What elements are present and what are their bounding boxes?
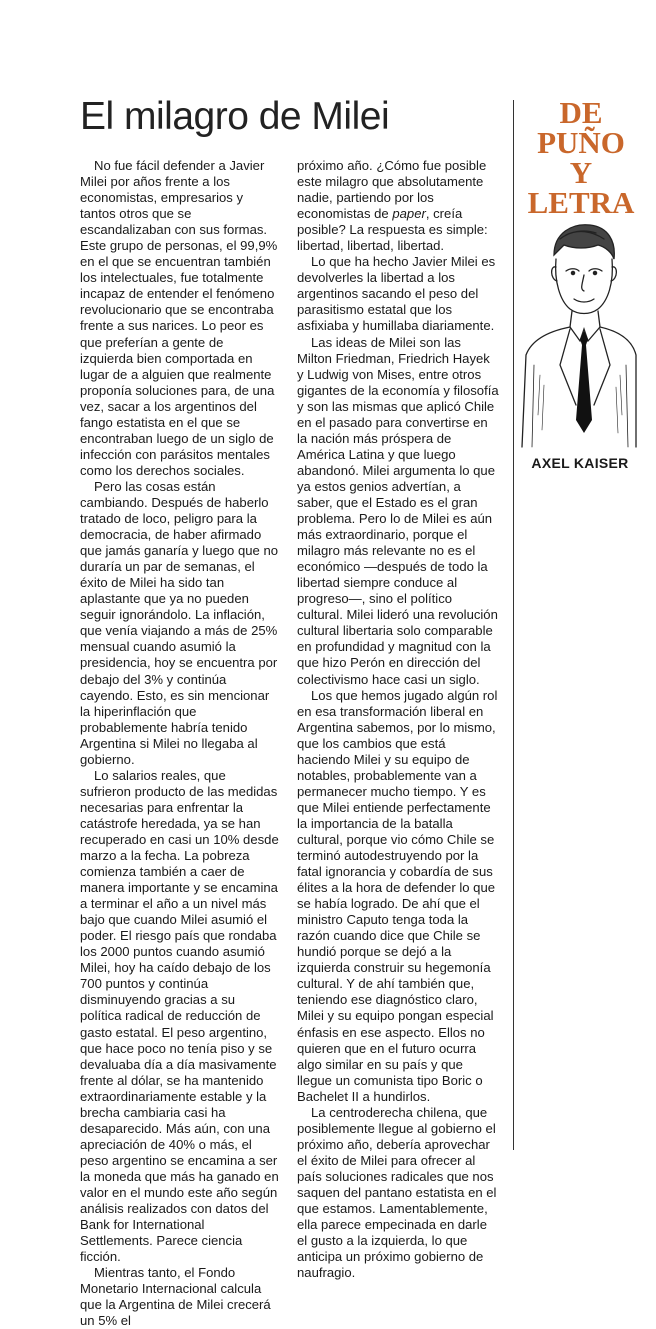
section-line: Y <box>569 155 593 190</box>
paragraph: La centroderecha chilena, que posiblemente llegue al gobierno el próximo año, debería aprovechar el éxito de Milei para ofrecer al país soluciones radicales que nos saquen del pantano estatista en el que estamos. Lamentablemente, ella parece empecinada en darle el gusto a la izquierda, lo que anticipa un próximo gobierno de naufragio. <box>297 1104 497 1281</box>
paragraph: Los que hemos jugado algún rol en esa transformación liberal en Argentina sabemos, por lo mismo, que los cambios que está haciendo Milei y su equipo de notables, probablemente van a permanecer mucho tiempo. Y es que Milei entiende perfectamente la importancia de la batalla cultural, porque vio cómo Chile se terminó autodestruyendo por la fatal ignorancia y cobardía de sus élites a la hora de defender lo que se había logrado. De ahí que el ministro Caputo tenga toda la razón cuando dice que Chile se hundió porque se dejó a la izquierda construir su hegemonía cultural. Y de ahí también que, teniendo ese diagnóstico claro, Milei y su equipo pongan especial énfasis en ese aspecto. Ellos no quieren que en el futuro ocurra algo similar en su país y que llegue un comunista tipo Boric o Bachelet II a hundirlos. <box>297 687 498 1104</box>
column-divider <box>513 100 514 1150</box>
paragraph: No fue fácil defender a Javier Milei por años frente a los economistas, empresarios y tantos otros que se escandalizaban con sus formas. Este grupo de personas, el 99,9% en el que se encuentran también los intelectuales, fue totalmente incapaz de entender el fenómeno revolucionario que se encontraba frente a sus narices. Lo peor es que preferían a gente de izquierda bien comportada en lugar de a alguien que realmente proponía soluciones para, de una vez, sacar a los argentinos del fango estatista en el que se encontraban luego de un siglo de infección con parásitos mentales como los derechos sociales. <box>80 158 278 478</box>
paragraph: Mientras tanto, el Fondo Monetario Internacional calcula que la Argentina de Milei crecerá un 5% el <box>80 1265 271 1329</box>
paragraph <box>297 158 499 254</box>
paragraph-part: próximo año. ¿Cómo fue posible este milagro que absolutamente nadie, partiendo por los economistas de <box>297 158 487 222</box>
paragraph: Lo salarios reales, que sufrieron producto de las medidas necesarias para enfrentar la catástrofe heredada, ya se han recuperado en casi un 10% desde marzo a la fecha. La pobreza comienza también a caer de manera importante y se encamina a terminar el año a un nivel más bajo que cuando Milei asumió el poder. El riesgo país que rondaba los 2000 puntos cuando asumió Milei, hoy ha caído debajo de los 700 puntos y continúa disminuyendo gracias a su política radical de reducción de gasto estatal. El peso argentino, que hace poco no tenía piso y se devaluaba día a día masivamente frente al dólar, se ha mantenido extraordinariamente estable y la brecha cambiaria casi ha desaparecido. Más aún, con una apreciación de 40% o más, el peso argentino se encamina a ser la moneda que más ha ganado en valor en el mundo este año según análisis realizados con datos del Bank for International Settlements. Parece ciencia ficción. <box>80 767 279 1265</box>
section-line: PUÑO <box>537 125 625 160</box>
article-title: El milagro de Milei <box>80 95 390 138</box>
paragraph: Lo que ha hecho Javier Milei es devolverles la libertad a los argentinos sacando el peso del parasitismo estatal que los asfixiaba y humillaba diariamente. <box>297 254 496 334</box>
author-portrait-icon <box>520 215 638 450</box>
author-name: AXEL KAISER <box>531 455 629 471</box>
paragraph: Las ideas de Milei son las Milton Friedman, Friedrich Hayek y Ludwig von Mises, entre otros gigantes de la economía y filosofía y son las mismas que aplicó Chile en el pasado para convertirse en la nación más próspera de América Latina y que luego abandonó. Milei argumenta lo que ya estos genios advertían, a saber, que el Estado es el gran problema. Pero lo de Milei es aún más extraordinario, porque el milagro más relevante no es el económico —después de todo la libertad siempre conduce al progreso—, sino el político cultural. Milei lideró una revolución cultural libertaria solo comparable en profundidad y magnitud con la que hizo Perón en dirección del colectivismo hace casi un siglo. <box>297 334 499 687</box>
article-column-1 <box>80 158 280 1329</box>
section-header <box>522 95 640 220</box>
article-column-2 <box>297 158 499 1281</box>
section-line: LETRA <box>527 185 635 220</box>
emphasis-paper: paper <box>392 206 426 222</box>
paragraph-part: , creía posible? La respuesta es simple: libertad, libertad, libertad. <box>297 206 488 254</box>
section-line: DE <box>559 95 603 130</box>
paragraph: Pero las cosas están cambiando. Después de haberlo tratado de loco, peligro para la democracia, de haber afirmado que jamás ganaría y luego que no duraría un par de semanas, el éxito de Milei ha sido tan aplastante que ya no pueden seguir ignorándolo. La inflación, que venía viajando a más de 25% mensual cuando asumió la presidencia, hoy se encuentra por debajo del 3% y continúa cayendo. Esto, es sin mencionar la hiperinflación que probablemente habría tenido Argentina si Milei no llegaba al gobierno. <box>80 478 279 767</box>
